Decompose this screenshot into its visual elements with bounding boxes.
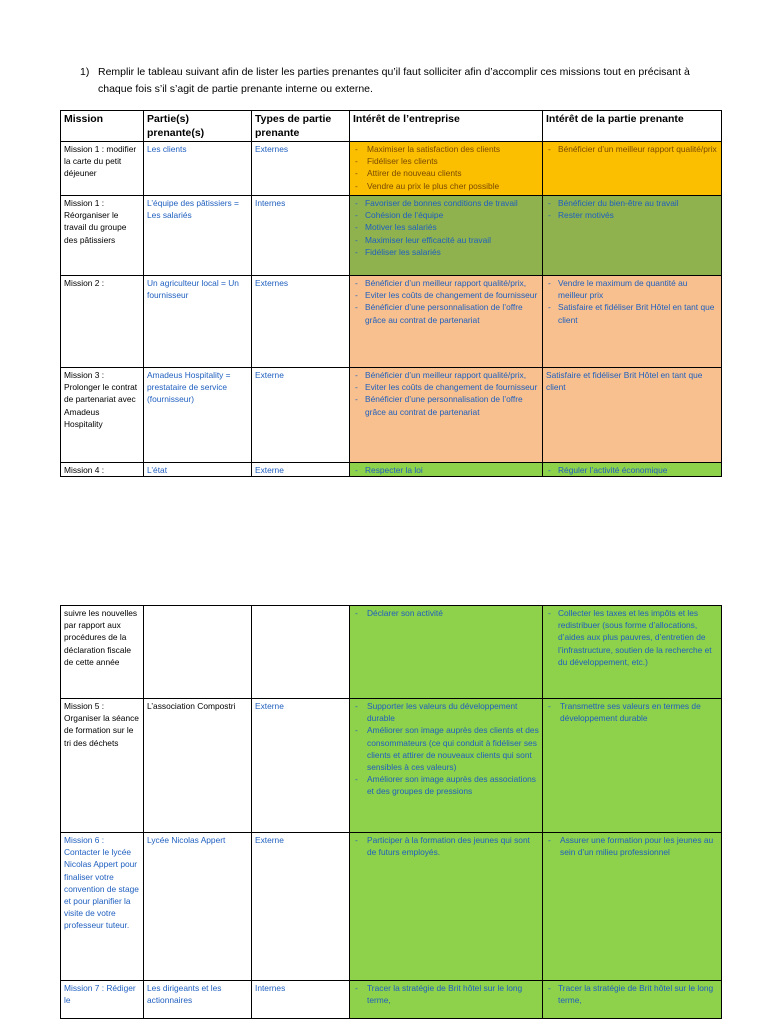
type-cell: Externe [252, 699, 350, 833]
table-row [61, 833, 722, 981]
partie-cell: L’état [144, 463, 252, 477]
list-item: - Tracer la stratégie de Brit hôtel sur le long terme, [353, 982, 539, 1006]
list-item: - Assurer une formation pour les jeunes au sein d’un milieu professionnel [546, 834, 718, 858]
list-item: - Fidéliser les clients [353, 155, 539, 167]
table-row [61, 606, 722, 699]
list-item: - Vendre le maximum de quantité au meilleur prix [546, 277, 718, 301]
interet-cell [543, 463, 722, 477]
list-item: - Vendre au prix le plus cher possible [353, 180, 539, 192]
partie-cell: Un agriculteur local = Un fournisseur [144, 276, 252, 368]
mission-cell: Mission 1 : Réorganiser le travail du groupe des pâtissiers [61, 196, 144, 276]
mission-cell: Mission 4 : [61, 463, 144, 477]
list-item: - Supporter les valeurs du développement durable [353, 700, 539, 724]
mission-cell: Mission 7 : Rédiger le [61, 981, 144, 1019]
entreprise-cell [350, 276, 543, 368]
entreprise-cell [350, 368, 543, 463]
table-row [61, 699, 722, 833]
list-item: - Eviter les coûts de changement de fournisseur [353, 289, 539, 301]
stakeholder-table-continued [60, 605, 722, 1019]
table-row [61, 981, 722, 1019]
list-item: - Tracer la stratégie de Brit hôtel sur le long terme, [546, 982, 718, 1006]
partie-cell: Les dirigeants et les actionnaires [144, 981, 252, 1019]
table-header-row [61, 111, 722, 142]
entreprise-cell [350, 699, 543, 833]
mission-cell: Mission 5 : Organiser la séance de formation sur le tri des déchets [61, 699, 144, 833]
stakeholder-table [60, 110, 722, 477]
header-parties: Partie(s) prenante(s) [144, 111, 252, 142]
list-item: - Participer à la formation des jeunes qui sont de futurs employés. [353, 834, 539, 858]
instruction-number: 1) [80, 66, 90, 78]
list-item: - Bénéficier d’un meilleur rapport qualité/prix [546, 143, 718, 155]
interet-cell [543, 142, 722, 196]
list-item: - Bénéficier d’un meilleur rapport qualité/prix, [353, 277, 539, 289]
list-item: - Eviter les coûts de changement de fournisseur [353, 381, 539, 393]
mission-cell: suivre les nouvelles par rapport aux procédures de la déclaration fiscale de cette année [61, 606, 144, 699]
type-cell: Externes [252, 142, 350, 196]
mission-cell: Mission 6 : Contacter le lycée Nicolas Appert pour finaliser votre convention de stage et pour planifier la visite de votre professeur tuteur. [61, 833, 144, 981]
instruction-text: Remplir le tableau suivant afin de lister les parties prenantes qu’il faut solliciter afin d’accomplir ces missions tout en précisant à chaque fois s’il s’agit de partie prenante interne ou externe. [98, 66, 690, 95]
list-item: - Maximiser leur efficacité au travail [353, 234, 539, 246]
type-cell [252, 606, 350, 699]
interet-cell [543, 276, 722, 368]
interet-cell [543, 833, 722, 981]
type-cell: Internes [252, 196, 350, 276]
table-row [61, 196, 722, 276]
interet-cell [543, 981, 722, 1019]
header-mission: Mission [61, 111, 144, 142]
partie-cell: L’association Compostri [144, 699, 252, 833]
mission-cell: Mission 2 : [61, 276, 144, 368]
list-item: - Bénéficier d’un meilleur rapport qualité/prix, [353, 369, 539, 381]
header-interet-partie: Intérêt de la partie prenante [543, 111, 722, 142]
mission-cell: Mission 3 : Prolonger le contrat de partenariat avec Amadeus Hospitality [61, 368, 144, 463]
table-row [61, 368, 722, 463]
entreprise-cell [350, 981, 543, 1019]
type-cell: Internes [252, 981, 350, 1019]
list-item: - Motiver les salariés [353, 221, 539, 233]
list-item: - Bénéficier du bien-être au travail [546, 197, 718, 209]
list-item: - Fidéliser les salariés [353, 246, 539, 258]
header-types: Types de partie prenante [252, 111, 350, 142]
table-row [61, 463, 722, 477]
list-item: - Satisfaire et fidéliser Brit Hôtel en tant que client [546, 301, 718, 325]
list-item: - Favoriser de bonnes conditions de travail [353, 197, 539, 209]
entreprise-cell [350, 142, 543, 196]
list-item: - Attirer de nouveau clients [353, 167, 539, 179]
partie-cell [144, 606, 252, 699]
interet-cell [543, 196, 722, 276]
list-item: - Réguler l’activité économique [546, 464, 718, 476]
list-item: - Maximiser la satisfaction des clients [353, 143, 539, 155]
table-row [61, 276, 722, 368]
entreprise-cell [350, 606, 543, 699]
partie-cell: Amadeus Hospitality = prestataire de service (fournisseur) [144, 368, 252, 463]
partie-cell: Les clients [144, 142, 252, 196]
entreprise-cell [350, 196, 543, 276]
entreprise-cell [350, 833, 543, 981]
list-item: - Bénéficier d’une personnalisation de l’offre grâce au contrat de partenariat [353, 393, 539, 417]
list-item: - Collecter les taxes et les impôts et les redistribuer (sous forme d’allocations, d’aides aux plus pauvres, d’entretien de l’infrastructure, soutien de la recherche et du développement, etc.) [546, 607, 718, 668]
list-item: - Déclarer son activité [353, 607, 539, 619]
type-cell: Externe [252, 368, 350, 463]
mission-cell: Mission 1 : modifier la carte du petit déjeuner [61, 142, 144, 196]
interet-cell [543, 699, 722, 833]
list-item: - Respecter la loi [353, 464, 539, 476]
list-item: - Cohésion de l’équipe [353, 209, 539, 221]
list-item: - Rester motivés [546, 209, 718, 221]
type-cell: Externes [252, 276, 350, 368]
type-cell: Externe [252, 833, 350, 981]
partie-cell: L’équipe des pâtissiers = Les salariés [144, 196, 252, 276]
table-row [61, 142, 722, 196]
header-interet-entreprise: Intérêt de l’entreprise [350, 111, 543, 142]
partie-cell: Lycée Nicolas Appert [144, 833, 252, 981]
list-item: - Améliorer son image auprès des associations et des groupes de pressions [353, 773, 539, 797]
list-item: - Améliorer son image auprès des clients et des consommateurs (ce qui conduit à fidéliser ses clients et attirer de nouveaux clients qui sont sensibles à ces valeurs) [353, 724, 539, 773]
entreprise-cell [350, 463, 543, 477]
interet-cell: Satisfaire et fidéliser Brit Hôtel en tant que client [543, 368, 722, 463]
list-item: - Bénéficier d’une personnalisation de l’offre grâce au contrat de partenariat [353, 301, 539, 325]
instructions [80, 64, 720, 98]
list-item: - Transmettre ses valeurs en termes de développement durable [546, 700, 718, 724]
type-cell: Externe [252, 463, 350, 477]
interet-cell [543, 606, 722, 699]
